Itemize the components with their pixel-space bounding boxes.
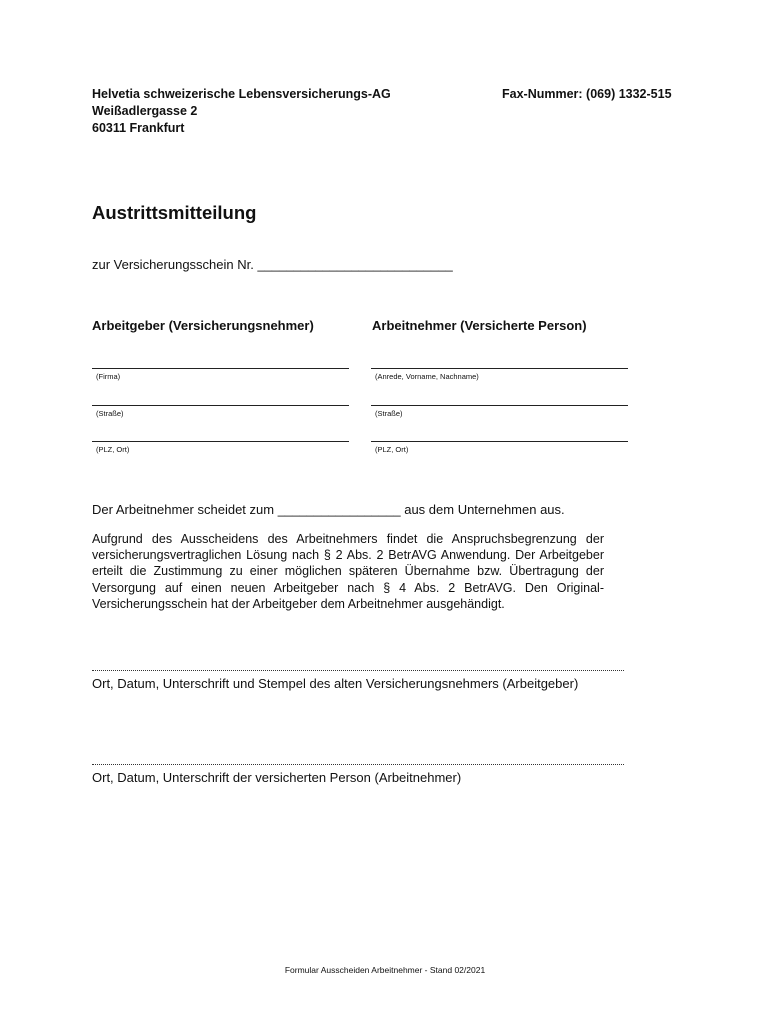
field-line (92, 368, 349, 369)
body-paragraph: Aufgrund des Ausscheidens des Arbeitnehmers findet die Anspruchsbegrenzung der versicherungsvertraglichen Lösung nach § 2 Abs. 2 BetrAVG Anwendung. Der Arbeitgeber erteilt die Zustimmung zu einer möglichen späteren Übernahme bzw. Übertragung der Versorgung auf einen neuen Arbeitgeber nach § 4 Abs. 2 BetrAVG. Den Original-Versicherungsschein hat der Arbeitgeber dem Arbeitnehmer ausgehändigt. (92, 532, 604, 611)
field-caption: (PLZ, Ort) (96, 445, 130, 454)
field-line (92, 405, 349, 406)
recipient-address (92, 86, 391, 137)
employer-signature-line[interactable] (92, 670, 624, 671)
recipient-city: 60311 Frankfurt (92, 121, 185, 135)
page-title: Austrittsmitteilung (92, 202, 257, 223)
field-line (371, 368, 628, 369)
employer-street-field[interactable] (92, 405, 349, 418)
employee-signature-line[interactable] (92, 764, 624, 765)
employer-city-field[interactable] (92, 441, 349, 454)
employer-signature-caption: Ort, Datum, Unterschrift und Stempel des alten Versicherungsnehmers (Arbeitgeber) (92, 676, 579, 691)
field-caption: (Anrede, Vorname, Nachname) (375, 372, 479, 381)
field-line (371, 441, 628, 442)
employee-heading: Arbeitnehmer (Versicherte Person) (372, 318, 587, 333)
policy-number-line[interactable]: zur Versicherungsschein Nr. ___________________________ (92, 257, 453, 272)
employee-signature-caption: Ort, Datum, Unterschrift der versicherten Person (Arbeitnehmer) (92, 770, 462, 785)
footer-text: Formular Ausscheiden Arbeitnehmer - Stand 02/2021 (284, 965, 486, 975)
field-caption: (Straße) (375, 409, 403, 418)
fax-number: Fax-Nummer: (069) 1332-515 (502, 87, 672, 101)
leaving-date-line[interactable]: Der Arbeitnehmer scheidet zum _________________ aus dem Unternehmen aus. (92, 502, 565, 517)
employer-heading: Arbeitgeber (Versicherungsnehmer) (92, 318, 314, 333)
field-caption: (PLZ, Ort) (375, 445, 409, 454)
employee-street-field[interactable] (371, 405, 628, 418)
recipient-company: Helvetia schweizerische Lebensversicherungs-AG (92, 87, 391, 101)
field-caption: (Firma) (96, 372, 121, 381)
field-caption: (Straße) (96, 409, 124, 418)
field-line (92, 441, 349, 442)
employee-name-field[interactable] (371, 368, 628, 381)
field-line (371, 405, 628, 406)
employer-company-field[interactable] (92, 368, 349, 381)
recipient-street: Weißadlergasse 2 (92, 104, 198, 118)
employee-city-field[interactable] (371, 441, 628, 454)
